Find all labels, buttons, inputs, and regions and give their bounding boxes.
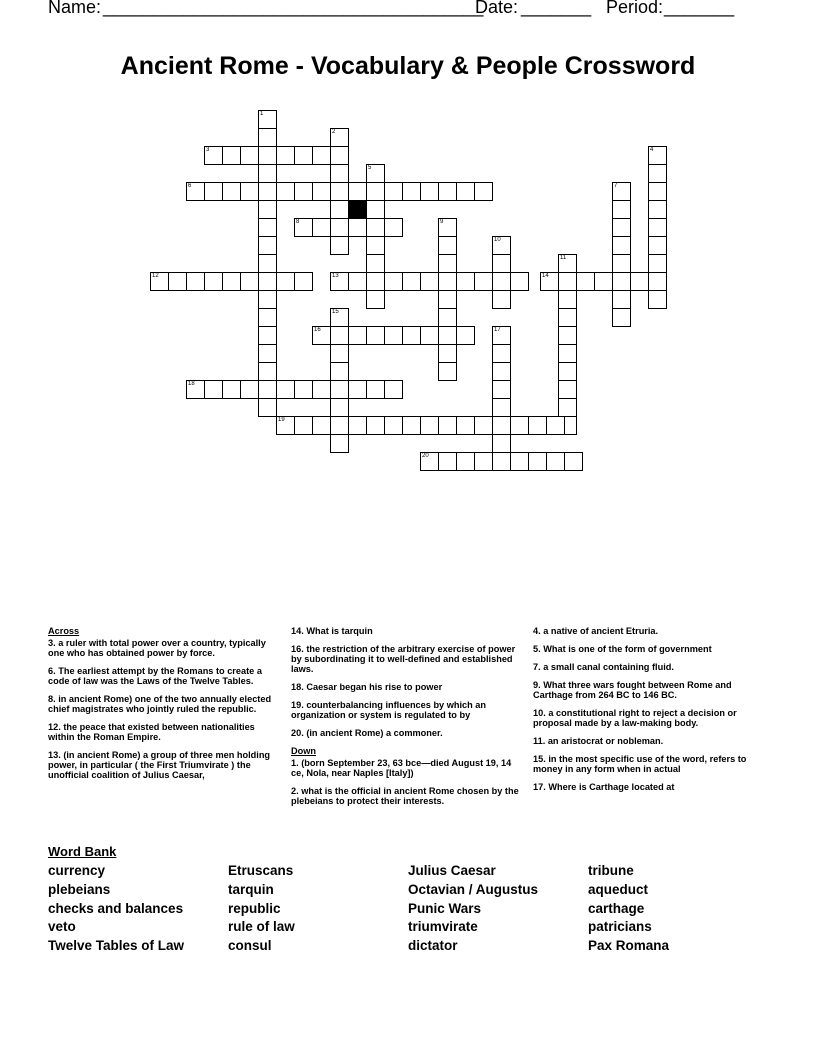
crossword-cell[interactable] bbox=[474, 182, 493, 201]
crossword-cell[interactable] bbox=[420, 182, 439, 201]
across-heading: Across bbox=[48, 626, 80, 636]
clue-number: 6 bbox=[188, 183, 192, 189]
clue-number: 8 bbox=[296, 219, 300, 225]
crossword-cell[interactable] bbox=[456, 326, 475, 345]
crossword-cell[interactable] bbox=[330, 362, 349, 381]
crossword-cell[interactable] bbox=[612, 236, 631, 255]
crossword-cell[interactable] bbox=[648, 146, 667, 165]
crossword-cell[interactable] bbox=[510, 452, 529, 471]
crossword-cell[interactable] bbox=[222, 272, 241, 291]
crossword-cell[interactable] bbox=[384, 272, 403, 291]
clue-down-15: 15. in the most specific use of the word, refers to money in any form when in actual bbox=[533, 754, 747, 774]
clue-number: 18 bbox=[188, 381, 195, 387]
crossword-cell[interactable] bbox=[420, 452, 439, 471]
crossword-cell[interactable] bbox=[204, 182, 223, 201]
crossword-cell[interactable] bbox=[438, 236, 457, 255]
crossword-cell[interactable] bbox=[240, 182, 259, 201]
crossword-cell[interactable] bbox=[612, 218, 631, 237]
crossword-cell[interactable] bbox=[366, 416, 385, 435]
clue-across-20: 20. (in ancient Rome) a commoner. bbox=[291, 728, 443, 738]
clue-number: 16 bbox=[314, 327, 321, 333]
crossword-cell[interactable] bbox=[204, 146, 223, 165]
crossword-cell[interactable] bbox=[294, 218, 313, 237]
crossword-cell[interactable] bbox=[492, 290, 511, 309]
clue-across-12: 12. the peace that existed between nationalities within the Roman Empire. bbox=[48, 722, 255, 742]
crossword-cell[interactable] bbox=[348, 182, 367, 201]
crossword-cell[interactable] bbox=[558, 362, 577, 381]
clue-down-17: 17. Where is Carthage located at bbox=[533, 782, 675, 792]
clue-across-14: 14. What is tarquin bbox=[291, 626, 373, 636]
clue-down-5: 5. What is one of the form of government bbox=[533, 644, 712, 654]
crossword-cell[interactable] bbox=[186, 272, 205, 291]
crossword-cell[interactable] bbox=[540, 272, 559, 291]
crossword-cell[interactable] bbox=[348, 218, 367, 237]
crossword-cell[interactable] bbox=[294, 182, 313, 201]
crossword-cell[interactable] bbox=[438, 344, 457, 363]
crossword-cell[interactable] bbox=[420, 326, 439, 345]
crossword-cell[interactable] bbox=[330, 236, 349, 255]
clue-down-4: 4. a native of ancient Etruria. bbox=[533, 626, 659, 636]
word-bank-item: consul bbox=[228, 938, 272, 954]
crossword-cell[interactable] bbox=[168, 272, 187, 291]
date-field[interactable]: _______ bbox=[521, 0, 592, 17]
crossword-cell[interactable] bbox=[276, 182, 295, 201]
clue-number: 4 bbox=[650, 147, 654, 153]
clue-number: 12 bbox=[152, 273, 159, 279]
clue-number: 11 bbox=[560, 255, 567, 261]
clue-down-11: 11. an aristocrat or nobleman. bbox=[533, 736, 664, 746]
clue-number: 13 bbox=[332, 273, 339, 279]
clue-number: 1 bbox=[260, 111, 264, 117]
crossword-cell[interactable] bbox=[330, 146, 349, 165]
word-bank-col4 bbox=[588, 862, 669, 956]
crossword-cell[interactable] bbox=[492, 272, 511, 291]
crossword-cell[interactable] bbox=[402, 326, 421, 345]
crossword-cell[interactable] bbox=[366, 326, 385, 345]
crossword-cell[interactable] bbox=[384, 182, 403, 201]
clue-number: 20 bbox=[422, 453, 429, 459]
word-bank-item: plebeians bbox=[48, 881, 111, 897]
crossword-cell[interactable] bbox=[558, 326, 577, 345]
crossword-cell[interactable] bbox=[492, 254, 511, 273]
crossword-cell[interactable] bbox=[648, 164, 667, 183]
word-bank-item: dictator bbox=[408, 938, 458, 954]
crossword-cell[interactable] bbox=[648, 200, 667, 219]
crossword-cell[interactable] bbox=[492, 380, 511, 399]
clue-number: 10 bbox=[494, 237, 501, 243]
word-bank-col2 bbox=[228, 862, 295, 956]
word-bank-item: Twelve Tables of Law bbox=[48, 938, 185, 954]
crossword-cell[interactable] bbox=[330, 326, 349, 345]
clue-number: 3 bbox=[206, 147, 210, 153]
word-bank-item: carthage bbox=[588, 900, 645, 916]
crossword-cell[interactable] bbox=[594, 272, 613, 291]
crossword-cell[interactable] bbox=[222, 146, 241, 165]
crossword-cell[interactable] bbox=[330, 200, 349, 219]
crossword-cell[interactable] bbox=[330, 380, 349, 399]
crossword-cell[interactable] bbox=[438, 218, 457, 237]
word-bank-item: currency bbox=[48, 863, 106, 878]
crossword-cell[interactable] bbox=[276, 416, 295, 435]
crossword-cell[interactable] bbox=[546, 452, 565, 471]
crossword-cell[interactable] bbox=[240, 380, 259, 399]
word-bank-title: Word Bank bbox=[48, 844, 117, 859]
crossword-cell[interactable] bbox=[438, 308, 457, 327]
word-bank-item: rule of law bbox=[228, 919, 295, 935]
crossword-cell[interactable] bbox=[384, 218, 403, 237]
crossword-cell[interactable] bbox=[330, 128, 349, 147]
crossword-cell[interactable] bbox=[402, 182, 421, 201]
crossword-cell[interactable] bbox=[330, 308, 349, 327]
clue-across-13: 13. (in ancient Rome) a group of three men holding power, in particular ( the First Triumvirate ) the unofficial coalition of Julius Caesar, bbox=[48, 750, 271, 780]
clue-down-9: 9. What three wars fought between Rome and Carthage from 264 BC to 146 BC. bbox=[533, 680, 732, 700]
crossword-cell[interactable] bbox=[510, 416, 529, 435]
crossword-cell[interactable] bbox=[366, 164, 385, 183]
clue-number: 9 bbox=[440, 219, 444, 225]
crossword-cell[interactable] bbox=[294, 272, 313, 291]
crossword-cell[interactable] bbox=[258, 344, 277, 363]
word-bank-item: tribune bbox=[588, 863, 634, 878]
crossword-cell[interactable] bbox=[402, 416, 421, 435]
crossword-cell[interactable] bbox=[222, 182, 241, 201]
crossword-cell[interactable] bbox=[438, 290, 457, 309]
word-bank-item: Etruscans bbox=[228, 863, 294, 878]
crossword-cell[interactable] bbox=[648, 182, 667, 201]
crossword-cell[interactable] bbox=[630, 272, 649, 291]
crossword-cell[interactable] bbox=[564, 452, 583, 471]
crossword-grid bbox=[0, 0, 816, 500]
clues-col2 bbox=[291, 626, 523, 814]
crossword-cell[interactable] bbox=[384, 416, 403, 435]
crossword-cell[interactable] bbox=[558, 344, 577, 363]
crossword-cell[interactable] bbox=[240, 272, 259, 291]
crossword-cell[interactable] bbox=[330, 398, 349, 417]
crossword-cell[interactable] bbox=[312, 182, 331, 201]
crossword-cell[interactable] bbox=[384, 326, 403, 345]
crossword-cell[interactable] bbox=[330, 182, 349, 201]
crossword-cell[interactable] bbox=[186, 380, 205, 399]
crossword-cell[interactable] bbox=[612, 308, 631, 327]
page-title: Ancient Rome - Vocabulary & People Crossword bbox=[120, 52, 696, 80]
crossword-cell[interactable] bbox=[648, 254, 667, 273]
crossword-cell[interactable] bbox=[456, 272, 475, 291]
crossword-cell[interactable] bbox=[558, 398, 577, 417]
crossword-cell[interactable] bbox=[528, 416, 547, 435]
word-bank-item: veto bbox=[48, 919, 76, 935]
crossword-cell[interactable] bbox=[258, 164, 277, 183]
crossword-cell[interactable] bbox=[366, 272, 385, 291]
crossword-cell[interactable] bbox=[558, 254, 577, 273]
crossword-cell[interactable] bbox=[528, 452, 547, 471]
crossword-cell[interactable] bbox=[492, 398, 511, 417]
word-bank-item: Julius Caesar bbox=[408, 863, 496, 878]
crossword-cell[interactable] bbox=[558, 308, 577, 327]
crossword-cell[interactable] bbox=[366, 200, 385, 219]
period-label: Period: bbox=[606, 0, 664, 17]
clue-number: 17 bbox=[494, 327, 501, 333]
crossword-cell[interactable] bbox=[258, 398, 277, 417]
date-label: Date: bbox=[475, 0, 519, 17]
word-bank-item: triumvirate bbox=[408, 919, 478, 935]
crossword-cell[interactable] bbox=[312, 146, 331, 165]
clue-across-6: 6. The earliest attempt by the Romans to create a code of law was the Laws of the Twelve Tables. bbox=[48, 666, 262, 686]
crossword-cell[interactable] bbox=[558, 380, 577, 399]
crossword-cell[interactable] bbox=[420, 272, 439, 291]
crossword-cell[interactable] bbox=[648, 290, 667, 309]
clue-across-16: 16. the restriction of the arbitrary exercise of power by subordinating it to well-defined and established laws. bbox=[291, 644, 516, 674]
crossword-cell[interactable] bbox=[492, 452, 511, 471]
crossword-cell[interactable] bbox=[258, 200, 277, 219]
crossword-cell[interactable] bbox=[222, 380, 241, 399]
name-label: Name: bbox=[48, 0, 102, 17]
across-clues-col1 bbox=[48, 626, 280, 788]
clue-number: 15 bbox=[332, 309, 339, 315]
crossword-cell[interactable] bbox=[438, 362, 457, 381]
crossword-cell[interactable] bbox=[258, 128, 277, 147]
crossword-cell[interactable] bbox=[330, 434, 349, 453]
crossword-cell[interactable] bbox=[438, 182, 457, 201]
clue-across-18: 18. Caesar began his rise to power bbox=[291, 682, 443, 692]
crossword-cell[interactable] bbox=[576, 272, 595, 291]
word-bank-col3 bbox=[408, 862, 538, 956]
crossword-cell[interactable] bbox=[366, 254, 385, 273]
crossword-cell[interactable] bbox=[258, 110, 277, 129]
crossword-cell[interactable] bbox=[612, 290, 631, 309]
crossword-cell[interactable] bbox=[366, 290, 385, 309]
crossword-cell[interactable] bbox=[612, 200, 631, 219]
crossword-cell[interactable] bbox=[492, 326, 511, 345]
crossword-cell[interactable] bbox=[438, 416, 457, 435]
crossword-cell[interactable] bbox=[258, 272, 277, 291]
word-bank-item: aqueduct bbox=[588, 881, 649, 897]
crossword-cell[interactable] bbox=[474, 416, 493, 435]
crossword-cell[interactable] bbox=[258, 326, 277, 345]
crossword-cell[interactable] bbox=[312, 326, 331, 345]
clue-across-8: 8. in ancient Rome) one of the two annually elected chief magistrates who jointly ruled the republic. bbox=[48, 694, 272, 714]
clue-number: 2 bbox=[332, 129, 336, 135]
crossword-cell[interactable] bbox=[312, 218, 331, 237]
crossword-cell[interactable] bbox=[492, 236, 511, 255]
crossword-cell[interactable] bbox=[558, 290, 577, 309]
crossword-cell[interactable] bbox=[258, 182, 277, 201]
crossword-cell[interactable] bbox=[186, 182, 205, 201]
crossword-cell[interactable] bbox=[294, 380, 313, 399]
crossword-cell[interactable] bbox=[492, 344, 511, 363]
period-field[interactable]: _______ bbox=[664, 0, 735, 17]
crossword-cell[interactable] bbox=[438, 272, 457, 291]
name-field[interactable]: ______________________________________ bbox=[103, 0, 484, 17]
black-square bbox=[348, 200, 367, 219]
crossword-cell[interactable] bbox=[456, 452, 475, 471]
crossword-cell[interactable] bbox=[348, 416, 367, 435]
crossword-cell[interactable] bbox=[312, 416, 331, 435]
clue-number: 7 bbox=[614, 183, 618, 189]
crossword-cell[interactable] bbox=[402, 272, 421, 291]
crossword-cell[interactable] bbox=[366, 182, 385, 201]
crossword-cell[interactable] bbox=[330, 344, 349, 363]
crossword-cell[interactable] bbox=[474, 272, 493, 291]
crossword-cell[interactable] bbox=[438, 326, 457, 345]
crossword-cell[interactable] bbox=[366, 218, 385, 237]
crossword-cell[interactable] bbox=[258, 218, 277, 237]
word-bank-item: patricians bbox=[588, 919, 652, 935]
crossword-cell[interactable] bbox=[456, 416, 475, 435]
crossword-cell[interactable] bbox=[258, 308, 277, 327]
crossword-cell[interactable] bbox=[258, 380, 277, 399]
word-bank-item: Pax Romana bbox=[588, 938, 670, 954]
crossword-cell[interactable] bbox=[330, 164, 349, 183]
crossword-cell[interactable] bbox=[456, 182, 475, 201]
clue-number: 19 bbox=[278, 417, 285, 423]
crossword-cell[interactable] bbox=[330, 416, 349, 435]
word-bank-item: tarquin bbox=[228, 881, 274, 897]
down-heading: Down bbox=[291, 746, 317, 756]
crossword-cell[interactable] bbox=[330, 272, 349, 291]
clue-number: 5 bbox=[368, 165, 372, 171]
crossword-cell[interactable] bbox=[312, 380, 331, 399]
crossword-cell[interactable] bbox=[276, 380, 295, 399]
crossword-cell[interactable] bbox=[648, 218, 667, 237]
crossword-cell[interactable] bbox=[438, 452, 457, 471]
crossword-cell[interactable] bbox=[150, 272, 169, 291]
word-bank-item: checks and balances bbox=[48, 900, 184, 916]
crossword-cell[interactable] bbox=[438, 254, 457, 273]
crossword-cell[interactable] bbox=[258, 362, 277, 381]
clue-number: 14 bbox=[542, 273, 549, 279]
crossword-cell[interactable] bbox=[294, 146, 313, 165]
crossword-cell[interactable] bbox=[258, 254, 277, 273]
crossword-cell[interactable] bbox=[612, 254, 631, 273]
crossword-cell[interactable] bbox=[294, 416, 313, 435]
crossword-cell[interactable] bbox=[648, 236, 667, 255]
crossword-cell[interactable] bbox=[366, 236, 385, 255]
crossword-cell[interactable] bbox=[558, 272, 577, 291]
crossword-cell[interactable] bbox=[258, 290, 277, 309]
word-bank-item: Punic Wars bbox=[408, 900, 482, 916]
crossword-cell[interactable] bbox=[204, 380, 223, 399]
crossword-cell[interactable] bbox=[510, 272, 529, 291]
crossword-cell[interactable] bbox=[384, 380, 403, 399]
crossword-cell[interactable] bbox=[204, 272, 223, 291]
down-clues-col3 bbox=[533, 626, 771, 800]
word-bank-item: Octavian / Augustus bbox=[408, 881, 539, 897]
crossword-cell[interactable] bbox=[546, 416, 565, 435]
clue-down-7: 7. a small canal containing fluid. bbox=[533, 662, 674, 672]
clue-down-2: 2. what is the official in ancient Rome chosen by the plebeians to protect their interests. bbox=[291, 786, 519, 806]
word-bank-col1 bbox=[48, 862, 184, 956]
crossword-cell[interactable] bbox=[258, 146, 277, 165]
crossword-cell[interactable] bbox=[348, 272, 367, 291]
crossword-cell[interactable] bbox=[474, 452, 493, 471]
crossword-cell[interactable] bbox=[420, 416, 439, 435]
crossword-cell[interactable] bbox=[492, 362, 511, 381]
crossword-cell[interactable] bbox=[648, 272, 667, 291]
clue-down-10: 10. a constitutional right to reject a decision or proposal made by a law-making body. bbox=[533, 708, 737, 728]
word-bank-item: republic bbox=[228, 900, 281, 916]
crossword-cell[interactable] bbox=[348, 380, 367, 399]
crossword-cell[interactable] bbox=[492, 416, 511, 435]
clue-down-1: 1. (born September 23, 63 bce—died August 19, 14 ce, Nola, near Naples [Italy]) bbox=[291, 758, 512, 778]
crossword-cell[interactable] bbox=[366, 380, 385, 399]
clue-across-3: 3. a ruler with total power over a country, typically one who has obtained power by force. bbox=[48, 638, 266, 658]
crossword-cell[interactable] bbox=[612, 272, 631, 291]
crossword-cell[interactable] bbox=[330, 218, 349, 237]
crossword-cell[interactable] bbox=[258, 236, 277, 255]
crossword-cell[interactable] bbox=[276, 146, 295, 165]
crossword-cell[interactable] bbox=[348, 326, 367, 345]
crossword-cell[interactable] bbox=[276, 272, 295, 291]
crossword-cell[interactable] bbox=[240, 146, 259, 165]
crossword-cell[interactable] bbox=[612, 182, 631, 201]
crossword-cell[interactable] bbox=[492, 434, 511, 453]
clue-across-19: 19. counterbalancing influences by which an organization or system is regulated to by bbox=[291, 700, 487, 720]
